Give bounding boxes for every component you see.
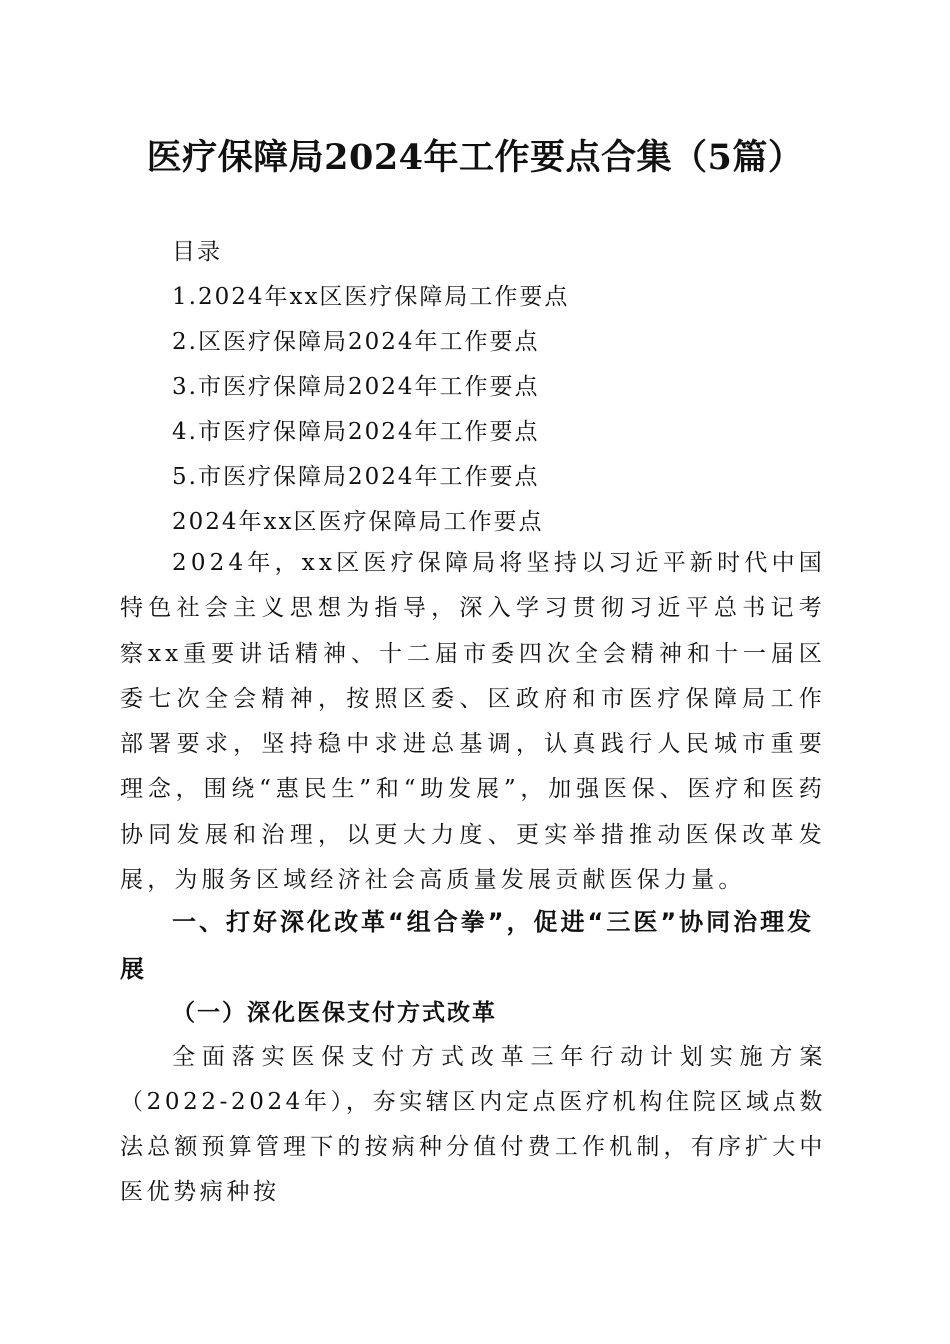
toc-item: 4.市医疗保障局2024年工作要点 [172,419,540,445]
toc-item: 5.市医疗保障局2024年工作要点 [172,464,540,490]
table-of-contents [172,230,569,545]
document-title: 医疗保障局2024年工作要点合集（5篇） [146,137,804,178]
toc-label: 目录 [172,239,222,265]
intro-paragraph: 2024年，xx区医疗保障局将坚持以习近平新时代中国特色社会主义思想为指导，深入学习贯彻习近平总书记考察xx重要讲话精神、十二届市委四次全会精神和十一届区委七次全会精神，按照区委、区政府和市医疗保障局工作部署要求，坚持稳中求进总基调，认真践行人民城市重要理念，围绕“惠民生”和“助发展”，加强医保、医疗和医药协同发展和治理，以更大力度、更实举措推动医保改革发展，为服务区域经济社会高质量发展贡献医保力量。 [120,550,826,894]
body-paragraph: 全面落实医保支付方式改革三年行动计划实施方案（2022-2024年），夯实辖区内定点医疗机构住院区域点数法总额预算管理下的按病种分值付费工作机制，有序扩大中医优势病种按 [120,1044,826,1205]
section-title: 2024年xx区医疗保障局工作要点 [172,509,544,535]
toc-item: 1.2024年xx区医疗保障局工作要点 [172,284,570,310]
toc-item: 2.区医疗保障局2024年工作要点 [172,329,540,355]
heading-level-2: （一）深化医保支付方式改革 [172,999,497,1026]
heading-level-1: 一、打好深化改革“组合拳”，促进“三医”协同治理发展 [120,908,815,983]
toc-item: 3.市医疗保障局2024年工作要点 [172,374,540,400]
